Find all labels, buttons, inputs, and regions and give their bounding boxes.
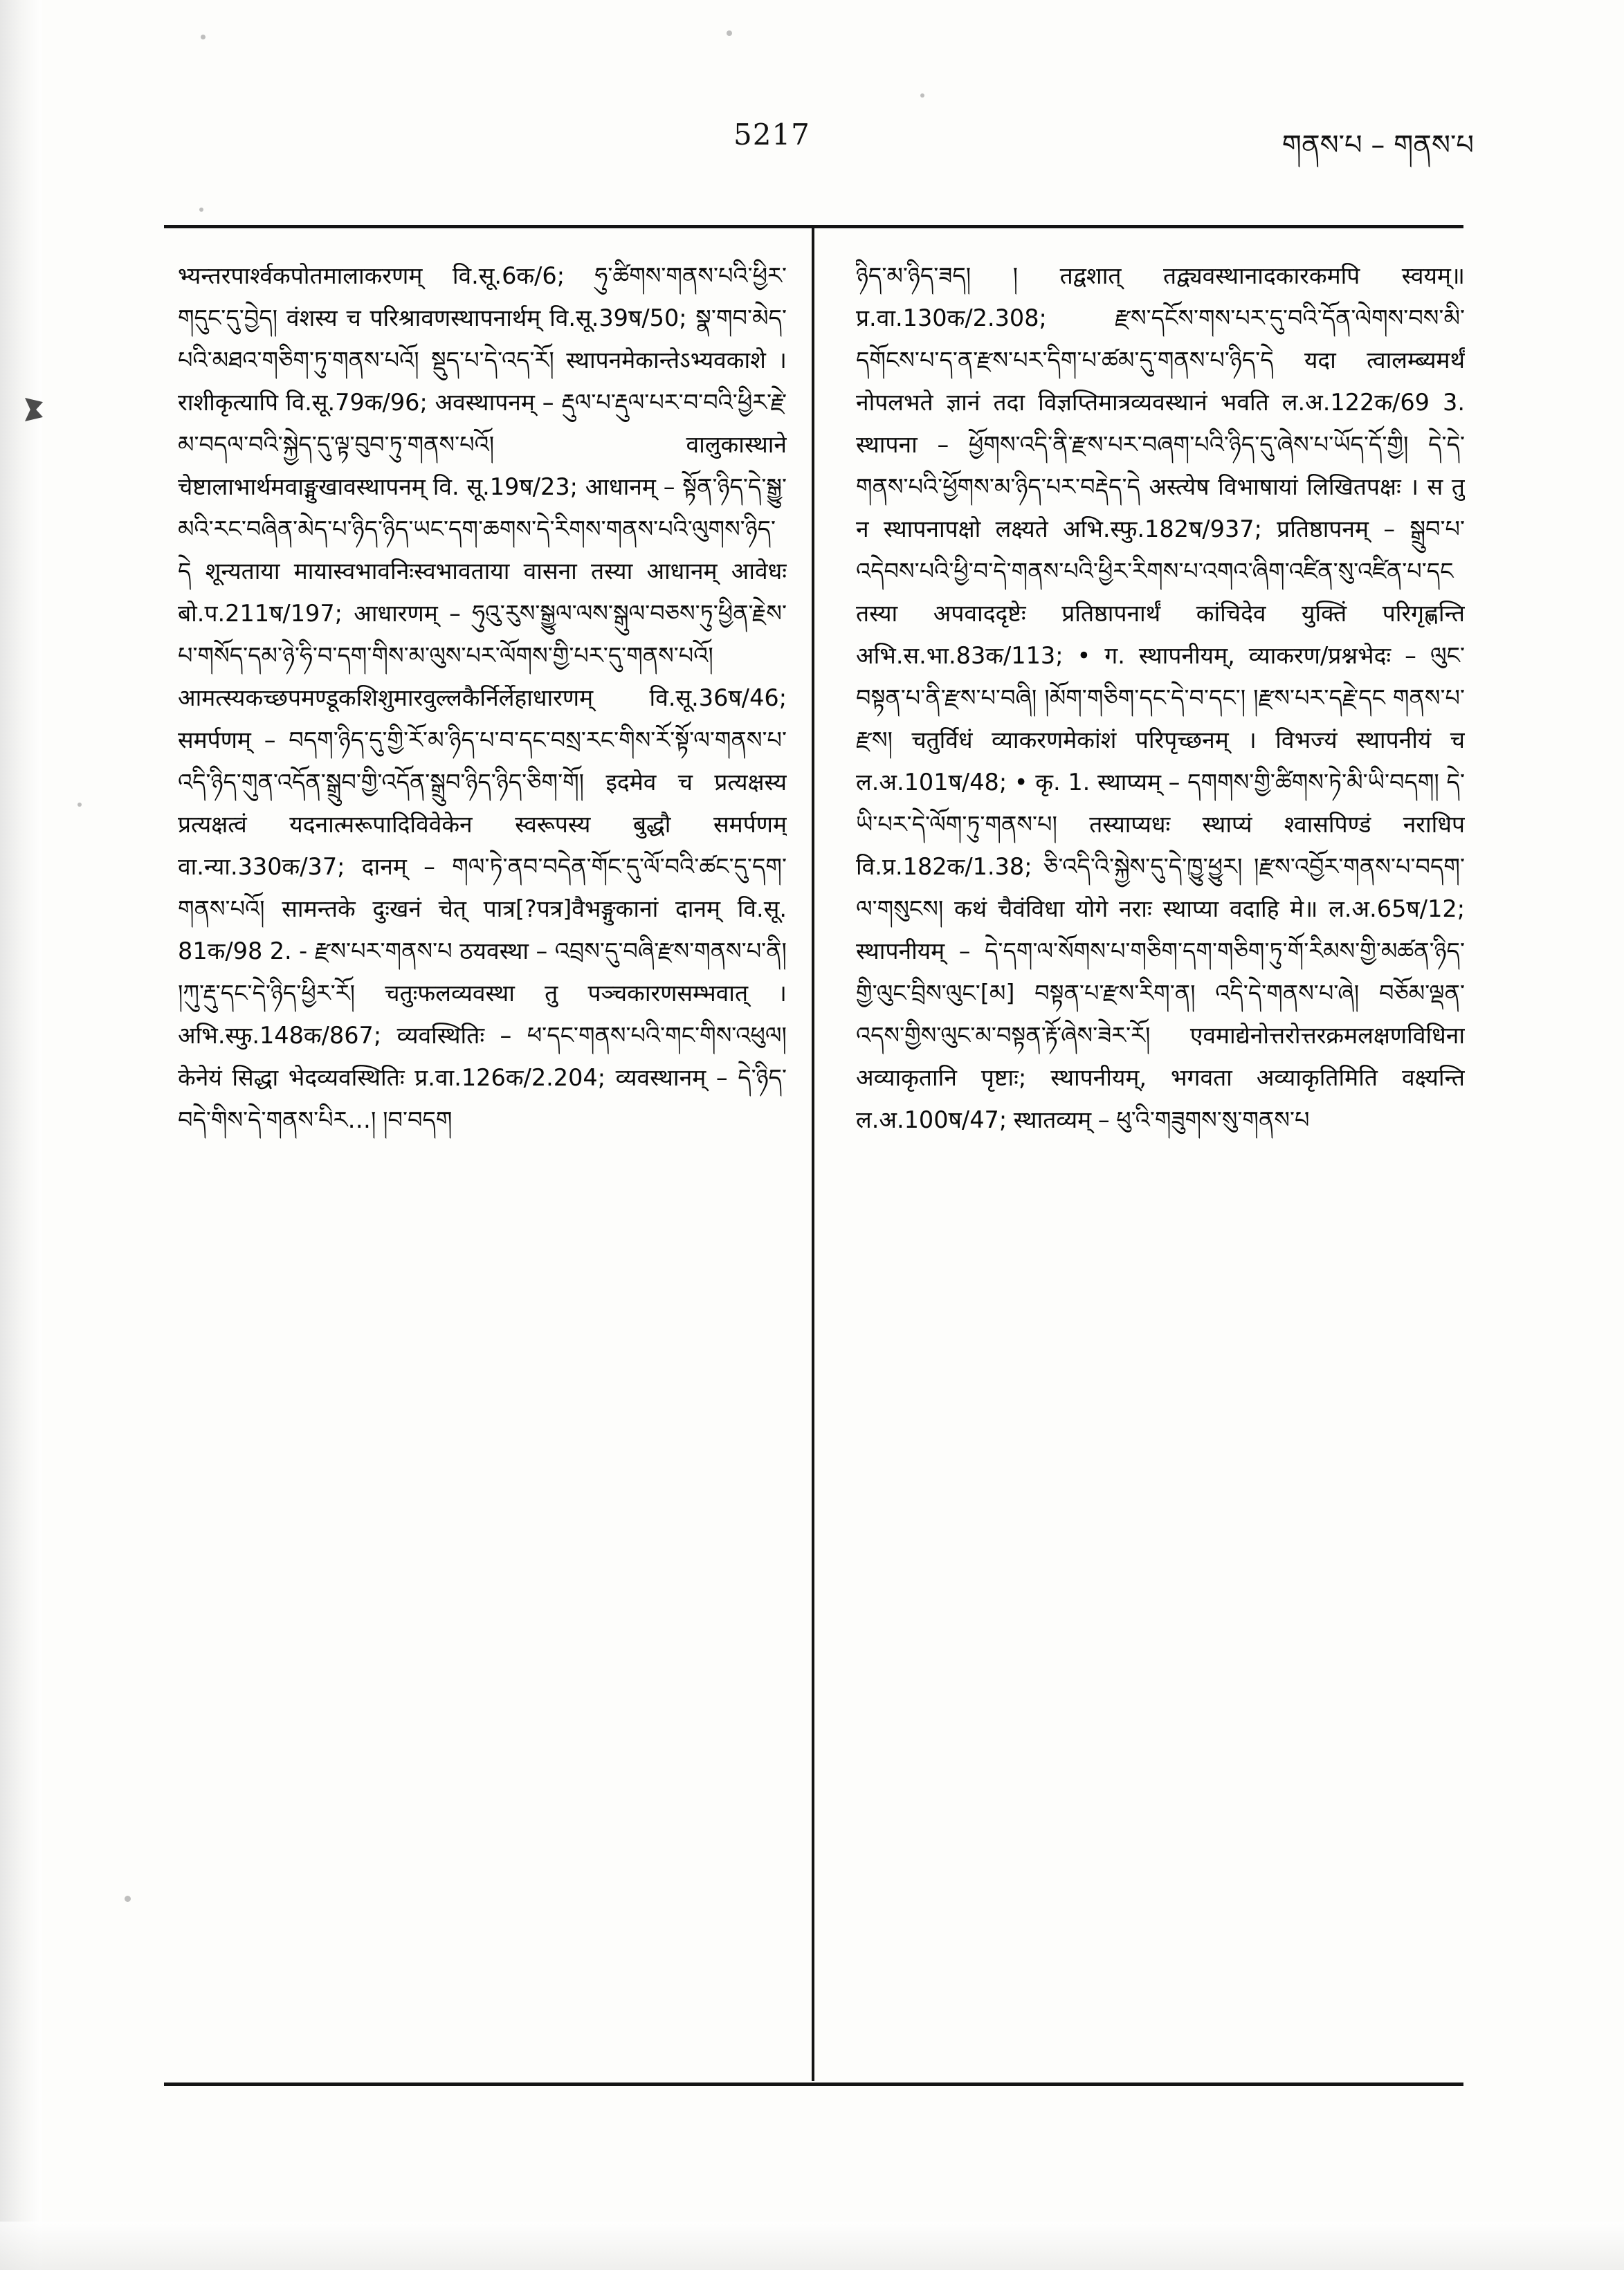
footer-rule <box>164 2083 1463 2086</box>
page-body <box>164 255 1463 2067</box>
scan-speck <box>920 93 924 98</box>
right-column <box>856 255 1465 2067</box>
scan-edge-shadow-bottom <box>0 2222 1624 2270</box>
page-header <box>159 118 1474 166</box>
scan-speck <box>77 803 82 807</box>
scan-speck <box>201 35 206 39</box>
page-number: 5217 <box>733 118 810 152</box>
running-head: གནས་པ – གནས་པ <box>1281 129 1474 161</box>
scan-edge-shadow-left <box>0 0 42 2270</box>
left-column-text: भ्यन्तरपार्श्वकपोतमालाकरणम् वि.सू.6क/6; ཧུ་ཚིགས་གནས་པའི་ཕྱིར་གདུང་དུ་བྱེད། वंशस्य च परिश्रावणस्थापनार्थम् वि.सू.39ष/50; སྣ་གབ་མེད་པའི་མཐའ་གཅིག་ཏུ་གནས་པའོ། སྡུད་པ་དེ་འད་རོ། स्थापनमेकान्तेऽभ्यवकाशे । राशीकृत्यापि वि.सू.79क/96; अवस्थापनम् – རྡུལ་པ་རྡུལ་པར་བ་བའི་ཕྱིར་རྗེ་མ་བདལ་བའི་སྐྱེད་དུ་ལྟ་བུབ་ཏུ་གནས་པའོ། वालुकास्थाने चेष्टालाभार्थमवाङ्मुखावस्थापनम् वि. सू.19ष/23; आधानम् – སྟོན་ཉིད་དེ་སྒྱུ་མའི་རང་བཞིན་མེད་པ་ཉིད་ཉིད་ཡང་དག་ཆགས་དེ་རིགས་གནས་པའི་ལུགས་ཉིད་དེ शून्यताया मायास्वभावनिःस्वभावताया वासना तस्या आधानम् आवेधः बो.प.211ष/197; आधारणम् – ཧུའུ་རུས་སྒྱུལ་ལས་སྒུལ་བཅས་ཏུ་ཕྱིན་རྗེས་པ་གསོད་དམ་ཉེ་ཧི་བ་དག་གིས་མ་ལུས་པར་ལོགས་གྱི་པར་དུ་གནས་པའོ། आमत्स्यकच्छपमण्डूकशिशुमारवुल्लकैर्निर्लेहाधारणम् वि.सू.36ष/46; समर्पणम् – བདག་ཉིད་དུ་གྱི་རོ་མ་ཉིད་པ་བ་དང་བསྲ་རང་གིས་རོ་སྟོ་ལ་གནས་པ་འདི་ཉིད་གུན་འདོན་སྒྲུབ་གྱི་འདོན་སྒྲུབ་ཉིད་ཉིད་ཅིག་གོ། इदमेव च प्रत्यक्षस्य प्रत्यक्षत्वं यदनात्मरूपादिविवेकेन स्वरूपस्य बुद्धौ समर्पणम् वा.न्या.330क/37; दानम् – གལ་ཏེ་ནབ་བདེན་གོང་དུ་ལོ་བའི་ཚང་དུ་དག་གནས་པའོ། सामन्तके दुःखनं चेत् पात्र[?पत्र]वैभङ्गुकानां दानम् वि.सू. 81क/98 2. - རྫས་པར་གནས་པ ठयवस्था – འབྲས་དུ་བཞི་རྫས་གནས་པ་ནི། །ཀུ་རྡུ་དང་དེ་ཉིད་ཕྱིར་རོ། चतुःफलव्यवस्था तु पञ्चकारणसम्भवात् । अभि.स्फु.148क/867; व्यवस्थितिः – ཕ་དང་གནས་པའི་གང་གིས་འཕུལ། केनेयं सिद्धा भेदव्यवस्थितिः प्र.वा.126क/2.204; व्यवस्थानम् – དེ་ཉིད་བདེ་གིས་དེ་གནས་པིར…། །བ་བདག <box>178 262 787 1133</box>
left-column <box>178 255 787 2067</box>
scan-speck <box>125 1896 131 1902</box>
scan-speck <box>199 208 203 212</box>
scan-speck <box>727 30 732 36</box>
right-column-text: ཉིད་མ་ཉིད་ཟད། ། तद्वशात् तद्व्यवस्थानादकारकमपि स्वयम्॥ प्र.वा.130क/2.308; རྫས་དངོས་གས་པར་དུ་བའི་དོན་ལེགས་བས་མི་དགོངས་པ་ད་ན་རྫས་པར་དིག་པ་ཚམ་དུ་གནས་པ་ཉིད་དེ यदा त्वालम्ब्यमर्थं नोपलभते ज्ञानं तदा विज्ञप्तिमात्रव्यवस्थानं भवति ल.अ.122क/69 3. स्थापना – ཕྱོགས་འདི་ནི་རྫས་པར་བཞག་པའི་ཉིད་དུ་ཞེས་པ་ཡོད་དོ་གྱི། དེ་དེ་གནས་པའི་ཕྱོགས་མ་ཉིད་པར་བརྡེད་དེ अस्त्येष विभाषायां लिखितपक्षः । स तु न स्थापनापक्षो लक्ष्यते अभि.स्फु.182ष/937; प्रतिष्ठापनम् – སྒྲུབ་པ་འདེབས་པའི་ཕྱི་བ་དེ་གནས་པའི་ཕྱིར་རིགས་པ་འགའ་ཞིག་འཛིན་སུ་འཛིན་པ་དང तस्या अपवाददृष्टेः प्रतिष्ठापनार्थं कांचिदेव युक्तिं परिगृह्णन्ति अभि.स.भा.83क/113; • ग. स्थापनीयम्, व्याकरण/प्रश्नभेदः – ལུང་བསྟན་པ་ནི་རྫས་པ་བཞི། །མོག་གཅིག་དང་དེ་བ་དང་། །རྫས་པར་དརྗེ་དང གནས་པ་རྫས། चतुर्विधं व्याकरणमेकांशं परिपृच्छनम् । विभज्यं स्थापनीयं च ल.अ.101ष/48; • कृ. 1. स्थाप्यम् – དགགས་གྱི་ཚིགས་ཏེ་མི་ཡི་བདག། དེ་ཡི་པར་དེ་ལོག་ཏུ་གནས་པ། तस्याप्यधः स्थाप्यं श्वासपिण्डं नराधिप वि.प्र.182क/1.38; ཅི་འདི་འི་སྐྱེས་དུ་དེ་ཁྱུ་ཕྱུར། །རྫས་འབྱོར་གནས་པ་བདག་ལ་གསུངས། कथं चैवंविधा योगे नराः स्थाप्या वदाहि मे॥ ल.अ.65ष/12; स्थापनीयम् – དེ་དག་ལ་སོགས་པ་གཅིག་དག་གཅིག་ཏུ་གོ་རིམས་གྱི་མཚན་ཉིད་གྱི་ལུང་བྲིས་ལུང་[མ] བསྟན་པ་རྫས་རིག་ན། འདི་དེ་གནས་པ་ཞེ། བཅོམ་ལྡན་འདས་གྱིས་ལུང་མ་བསྟན་རྟོ་ཞེས་ཟེར་རོ། एवमाद्येनोत्तरोत्तरक्रमलक्षणविधिना अव्याकृतानि पृष्टाः; स्थापनीयम्, भगवता अव्याकृतिमिति वक्ष्यन्ति ल.अ.100ष/47; स्थातव्यम् – ཕུ་འི་གཟུགས་སུ་གནས་པ <box>856 262 1465 1133</box>
